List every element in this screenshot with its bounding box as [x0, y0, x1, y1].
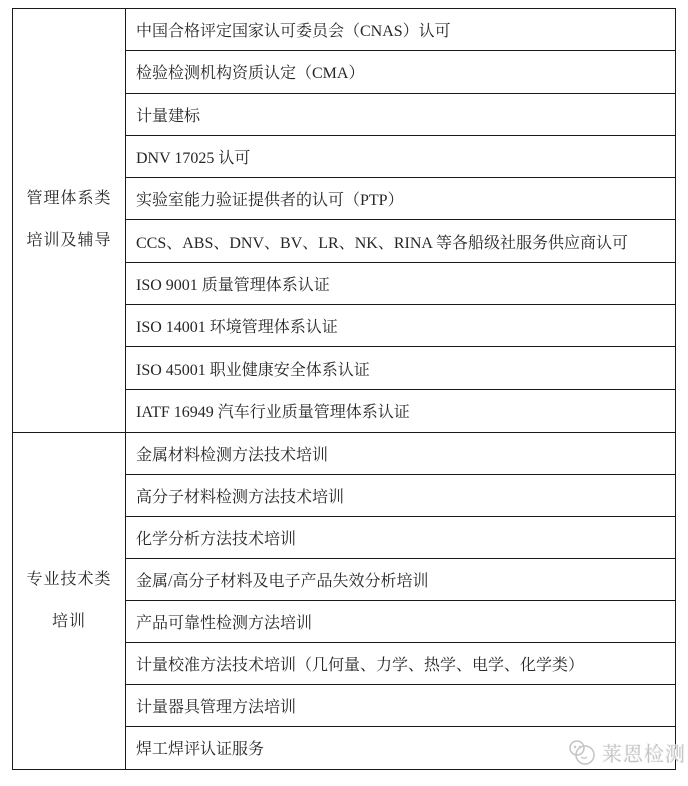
service-item: ISO 45001 职业健康安全体系认证 — [126, 347, 675, 389]
service-item: 金属/高分子材料及电子产品失效分析培训 — [126, 559, 675, 601]
service-item: 高分子材料检测方法技术培训 — [126, 475, 675, 517]
service-item: 计量器具管理方法培训 — [126, 685, 675, 727]
service-item: 实验室能力验证提供者的认可（PTP） — [126, 178, 675, 220]
category-label: 培训及辅导 — [26, 232, 112, 250]
service-item: 检验检测机构资质认定（CMA） — [126, 51, 675, 93]
service-item: 产品可靠性检测方法培训 — [126, 601, 675, 643]
item-list — [126, 433, 675, 769]
category-label: 管理体系类 — [26, 190, 112, 208]
category-label: 培训 — [51, 612, 86, 630]
service-item: CCS、ABS、DNV、BV、LR、NK、RINA 等各船级社服务供应商认可 — [126, 220, 675, 262]
item-list — [126, 9, 675, 432]
service-item: ISO 14001 环境管理体系认证 — [126, 305, 675, 347]
service-item: 计量校准方法技术培训（几何量、力学、热学、电学、化学类） — [126, 643, 675, 685]
category-cell — [13, 9, 126, 432]
watermark-text: 莱恩检测 — [602, 744, 686, 766]
service-item: ISO 9001 质量管理体系认证 — [126, 263, 675, 305]
category-cell — [13, 433, 126, 769]
service-item: 计量建标 — [126, 94, 675, 136]
service-item: 化学分析方法技术培训 — [126, 517, 675, 559]
service-item: 中国合格评定国家认可委员会（CNAS）认可 — [126, 9, 675, 51]
table-section-1 — [13, 433, 675, 769]
service-item: 金属材料检测方法技术培训 — [126, 433, 675, 475]
service-item: 焊工焊评认证服务 — [136, 741, 265, 759]
category-label: 专业技术类 — [26, 570, 112, 588]
services-table — [12, 8, 676, 770]
service-item: IATF 16949 汽车行业质量管理体系认证 — [136, 404, 410, 422]
table-section-0 — [13, 9, 675, 433]
service-item: DNV 17025 认可 — [126, 136, 675, 178]
